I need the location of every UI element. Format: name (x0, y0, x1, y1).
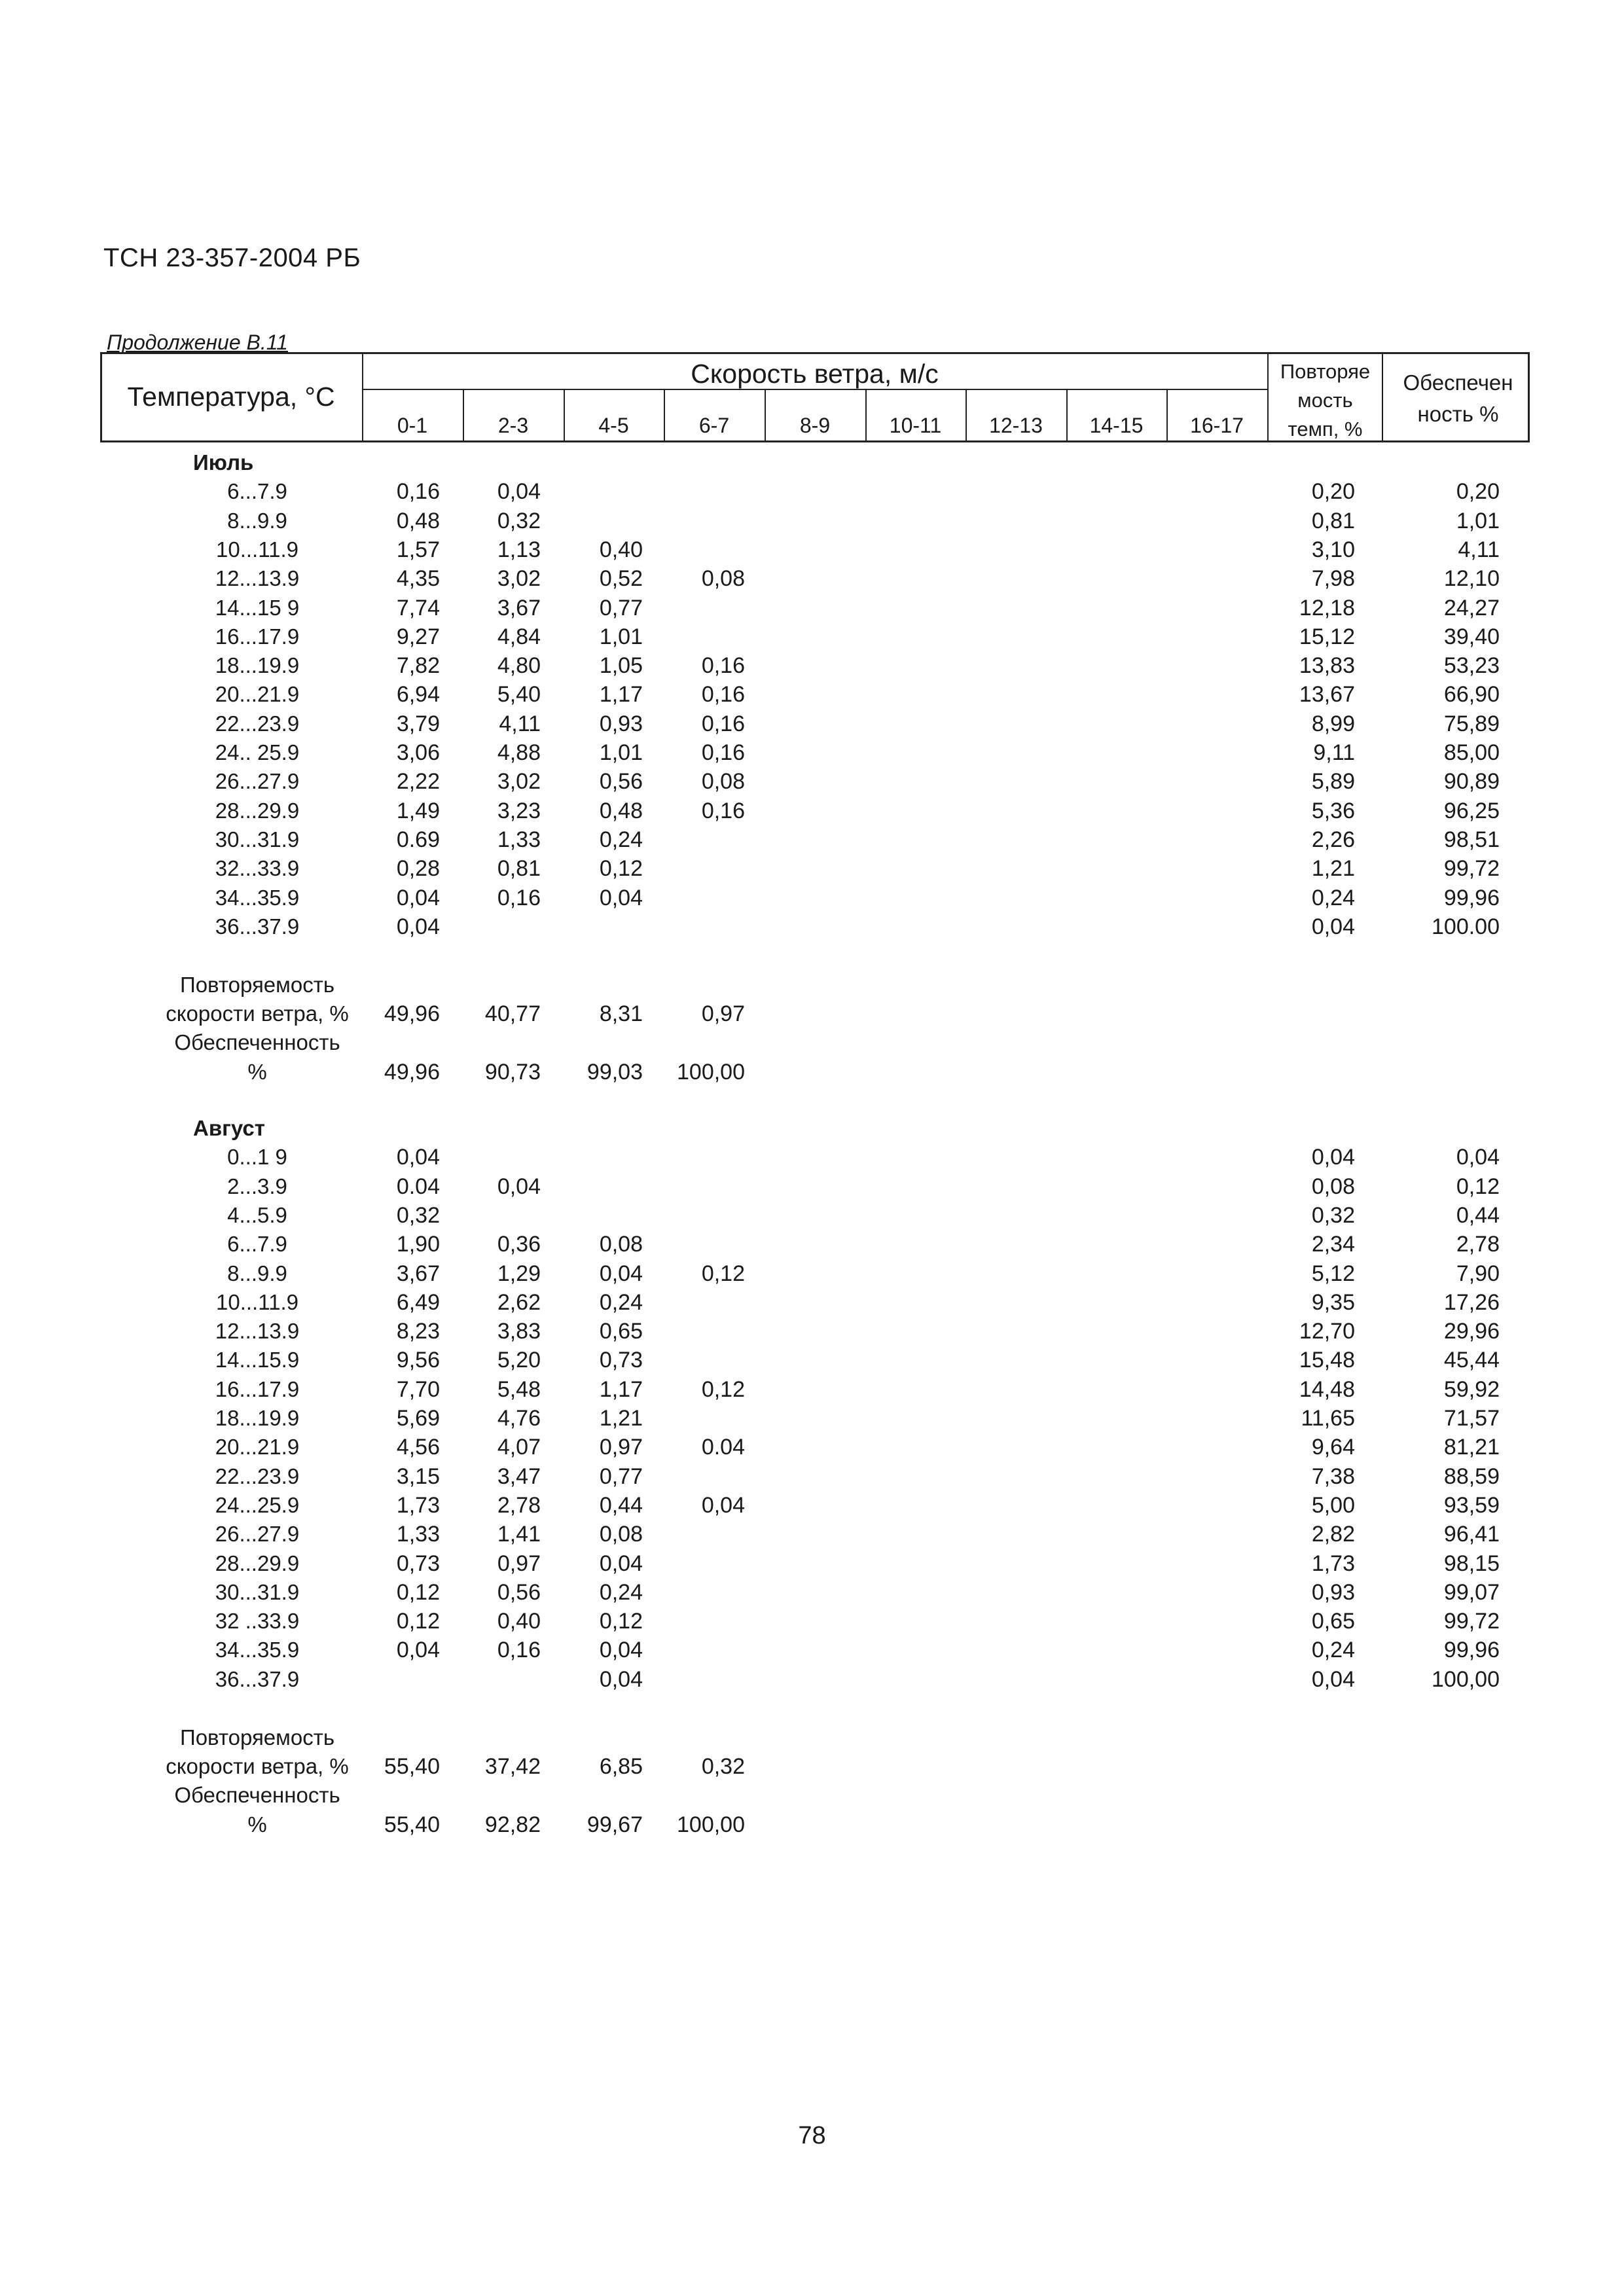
speed-column-header: 16-17 (1190, 414, 1244, 437)
temperature-range: 18...19.9 (215, 653, 300, 678)
table-cell: 2,22 (396, 769, 440, 795)
repeatability-value: 14,48 (1299, 1376, 1355, 1402)
table-cell: 0,04 (599, 885, 643, 910)
table-cell: 0,12 (599, 856, 643, 882)
table-cell: 3,23 (497, 798, 541, 823)
table-cell: 0,73 (599, 1348, 643, 1373)
temperature-range: 14...15 9 (215, 595, 300, 620)
table-cell: 0,16 (497, 885, 541, 910)
security-value: 99,96 (1443, 885, 1500, 910)
summary-label: скорости ветра, % (166, 1753, 349, 1778)
table-cell: 3,02 (497, 769, 541, 795)
table-cell: 0,52 (599, 566, 643, 592)
table-cell: 0,40 (599, 537, 643, 562)
table-cell: 0,40 (497, 1609, 541, 1634)
summary-repeatability-value: 55,40 (384, 1753, 440, 1779)
table-cell: 0.69 (396, 827, 440, 852)
table-cell: 1,01 (599, 624, 643, 649)
table-cell: 0,16 (701, 682, 745, 708)
repeatability-value: 5,89 (1311, 769, 1355, 795)
header-repeatability-line: Повторяе (1280, 360, 1371, 383)
table-cell: 4,80 (497, 653, 541, 679)
summary-label: Повторяемость (179, 1725, 335, 1749)
summary-security-value: 99,67 (586, 1812, 643, 1837)
temperature-range: 22...23.9 (215, 711, 300, 736)
table-cell: 1,17 (599, 682, 643, 708)
header-repeatability-line: мость (1297, 389, 1353, 412)
table-cell: 1,73 (396, 1492, 440, 1518)
table-cell: 7,70 (396, 1376, 440, 1402)
temperature-range: 2...3.9 (227, 1174, 287, 1198)
summary-repeatability-value: 0,32 (701, 1753, 745, 1779)
table-cell: 0,32 (396, 1202, 440, 1228)
repeatability-value: 0,65 (1311, 1609, 1355, 1634)
repeatability-value: 7,38 (1311, 1463, 1355, 1489)
table-cell: 5,69 (396, 1406, 440, 1431)
table-cell: 0,56 (497, 1579, 541, 1605)
summary-security-value: 92,82 (484, 1812, 541, 1837)
temperature-range: 16...17.9 (215, 624, 300, 649)
table-cell: 0,12 (701, 1376, 745, 1402)
temperature-range: 22...23.9 (215, 1463, 300, 1488)
table-cell: 0,12 (396, 1579, 440, 1605)
repeatability-value: 2,26 (1311, 827, 1355, 852)
temperature-range: 32...33.9 (215, 856, 300, 881)
temperature-range: 0...1 9 (227, 1145, 287, 1170)
security-value: 99,96 (1443, 1638, 1500, 1663)
temperature-range: 20...21.9 (215, 682, 300, 707)
temperature-range: 4...5.9 (227, 1202, 287, 1227)
table-cell: 0,04 (396, 914, 440, 939)
table-cell: 0,16 (701, 653, 745, 679)
temperature-range: 26...27.9 (215, 769, 300, 794)
repeatability-value: 5,00 (1311, 1492, 1355, 1518)
security-value: 45,44 (1443, 1348, 1500, 1373)
table-cell: 1,01 (599, 740, 643, 765)
repeatability-value: 11,65 (1301, 1406, 1355, 1431)
table-cell: 5,40 (497, 682, 541, 708)
table-cell: 0,77 (599, 1463, 643, 1489)
table-cell: 0.04 (396, 1174, 440, 1199)
security-value: 29,96 (1443, 1319, 1500, 1344)
continuation-label: Продолжение В.11 (107, 331, 288, 354)
speed-column-header: 10-11 (889, 414, 942, 437)
temperature-range: 14...15.9 (215, 1348, 300, 1372)
month-heading: Август (193, 1116, 265, 1140)
security-value: 100,00 (1432, 1666, 1500, 1692)
temperature-range: 24.. 25.9 (215, 740, 300, 764)
security-value: 93,59 (1443, 1492, 1500, 1518)
security-value: 2,78 (1456, 1232, 1500, 1257)
speed-column-header: 12-13 (989, 414, 1043, 437)
table-cell: 9,27 (396, 624, 440, 649)
table-cell: 4,11 (499, 711, 541, 736)
summary-repeatability-value: 6,85 (599, 1753, 643, 1779)
repeatability-value: 3,10 (1311, 537, 1355, 562)
repeatability-value: 9,64 (1311, 1435, 1355, 1460)
repeatability-value: 1,73 (1311, 1551, 1355, 1576)
repeatability-value: 0,32 (1311, 1202, 1355, 1228)
header-temperature: Температура, °С (127, 382, 335, 412)
repeatability-value: 2,82 (1311, 1522, 1355, 1547)
temperature-range: 10...11.9 (216, 537, 298, 562)
table-cell: 0,16 (701, 711, 745, 736)
table-cell: 3,15 (396, 1463, 440, 1489)
header-repeatability-line: темп, % (1288, 418, 1363, 440)
repeatability-value: 7,98 (1311, 566, 1355, 592)
table-cell: 0,08 (701, 769, 745, 795)
security-value: 75,89 (1443, 711, 1500, 736)
table-cell: 0,12 (701, 1261, 745, 1286)
repeatability-value: 0,24 (1311, 1638, 1355, 1663)
table-cell: 0,04 (497, 479, 541, 505)
security-value: 100.00 (1432, 914, 1500, 939)
table-cell: 3,67 (396, 1261, 440, 1286)
summary-label: Повторяемость (179, 972, 335, 997)
summary-label: % (247, 1812, 267, 1837)
summary-security-value: 100,00 (677, 1059, 745, 1085)
summary-repeatability-value: 37,42 (484, 1753, 541, 1779)
table-cell: 0,73 (396, 1551, 440, 1576)
header-wind-speed: Скорость ветра, м/с (691, 359, 939, 389)
table-cell: 7,82 (396, 653, 440, 679)
temperature-range: 34...35.9 (215, 1638, 300, 1662)
repeatability-value: 2,34 (1311, 1232, 1355, 1257)
table-cell: 4,84 (497, 624, 541, 649)
temperature-range: 16...17.9 (215, 1376, 300, 1401)
table-cell: 0,04 (396, 885, 440, 910)
table-cell: 4,76 (497, 1406, 541, 1431)
security-value: 96,41 (1443, 1522, 1500, 1547)
speed-column-header: 4-5 (598, 414, 629, 437)
temperature-range: 12...13.9 (215, 1319, 300, 1344)
document-code: ТСН 23-357-2004 РБ (103, 243, 361, 272)
summary-security-value: 90,73 (484, 1059, 541, 1085)
summary-repeatability-value: 49,96 (384, 1001, 440, 1026)
security-value: 12,10 (1443, 566, 1500, 592)
security-value: 59,92 (1443, 1376, 1500, 1402)
table-cell: 0.04 (701, 1435, 745, 1460)
security-value: 88,59 (1443, 1463, 1500, 1489)
table-cell: 1,33 (396, 1522, 440, 1547)
repeatability-value: 0,24 (1311, 885, 1355, 910)
security-value: 99,07 (1443, 1579, 1500, 1605)
security-value: 0,12 (1456, 1174, 1500, 1199)
table-cell: 0,93 (599, 711, 643, 736)
security-value: 99,72 (1443, 856, 1500, 882)
temperature-range: 20...21.9 (215, 1435, 300, 1460)
temperature-range: 10...11.9 (216, 1289, 298, 1314)
table-cell: 0,04 (497, 1174, 541, 1199)
temperature-range: 6...7.9 (227, 1232, 287, 1257)
table-cell: 4,88 (497, 740, 541, 765)
table-cell: 0,04 (599, 1666, 643, 1692)
security-value: 7,90 (1456, 1261, 1500, 1286)
table-cell: 5,48 (497, 1376, 541, 1402)
header-repeatability (1269, 357, 1382, 444)
table-cell: 1,49 (396, 798, 440, 823)
summary-repeatability-value: 40,77 (484, 1001, 541, 1026)
security-value: 53,23 (1443, 653, 1500, 679)
table-cell: 0,48 (599, 798, 643, 823)
table-cell: 0,48 (396, 508, 440, 533)
security-value: 99,72 (1443, 1609, 1500, 1634)
summary-security-value: 99,03 (586, 1059, 643, 1085)
table-cell: 0,16 (701, 740, 745, 765)
table-cell: 0,12 (599, 1609, 643, 1634)
table-cell: 6,49 (396, 1289, 440, 1315)
table-cell: 1,21 (599, 1406, 643, 1431)
temperature-range: 30...31.9 (215, 827, 300, 852)
security-value: 24,27 (1443, 595, 1500, 620)
table-cell: 3,06 (396, 740, 440, 765)
table-cell: 2,62 (497, 1289, 541, 1315)
repeatability-value: 8,99 (1311, 711, 1355, 736)
security-value: 85,00 (1443, 740, 1500, 765)
table-cell: 3,47 (497, 1463, 541, 1489)
table-cell: 0,04 (599, 1551, 643, 1576)
summary-repeatability-value: 0,97 (701, 1001, 745, 1026)
repeatability-value: 0,93 (1311, 1579, 1355, 1605)
table-cell: 1,05 (599, 653, 643, 679)
security-value: 0,04 (1456, 1145, 1500, 1170)
table-cell: 0,65 (599, 1319, 643, 1344)
temperature-range: 36...37.9 (215, 1666, 300, 1691)
table-cell: 1,29 (497, 1261, 541, 1286)
repeatability-value: 13,83 (1299, 653, 1355, 679)
table-cell: 8,23 (396, 1319, 440, 1344)
table-cell: 0,08 (599, 1232, 643, 1257)
temperature-range: 6...7.9 (227, 479, 287, 504)
table-cell: 0,16 (497, 1638, 541, 1663)
repeatability-value: 13,67 (1299, 682, 1355, 708)
temperature-range: 8...9.9 (227, 1261, 287, 1285)
repeatability-value: 0,81 (1311, 508, 1355, 533)
table-cell: 4,07 (497, 1435, 541, 1460)
repeatability-value: 5,12 (1311, 1261, 1355, 1286)
table-cell: 0,24 (599, 1289, 643, 1315)
summary-label: Обеспеченность (174, 1030, 340, 1055)
security-value: 81,21 (1443, 1435, 1500, 1460)
table-cell: 0,81 (497, 856, 541, 882)
table-cell: 3,67 (497, 595, 541, 620)
table-cell: 9,56 (396, 1348, 440, 1373)
repeatability-value: 0,04 (1311, 914, 1355, 939)
summary-repeatability-value: 8,31 (599, 1001, 643, 1026)
temperature-range: 34...35.9 (215, 885, 300, 910)
table-cell: 0,97 (599, 1435, 643, 1460)
security-value: 4,11 (1458, 537, 1500, 562)
summary-label: Обеспеченность (174, 1783, 340, 1808)
table-cell: 0,16 (396, 479, 440, 505)
security-value: 90,89 (1443, 769, 1500, 795)
security-value: 39,40 (1443, 624, 1500, 649)
table-cell: 0,32 (497, 508, 541, 533)
security-value: 98,51 (1443, 827, 1500, 852)
header-divider (1382, 352, 1383, 442)
table-cell: 5,20 (497, 1348, 541, 1373)
security-value: 1,01 (1456, 508, 1500, 533)
summary-security-value: 100,00 (677, 1812, 745, 1837)
table-cell: 3,79 (396, 711, 440, 736)
temperature-range: 30...31.9 (215, 1579, 300, 1604)
security-value: 0,20 (1456, 479, 1500, 505)
header-security (1386, 367, 1530, 430)
table-cell: 0,24 (599, 1579, 643, 1605)
summary-label: скорости ветра, % (166, 1001, 349, 1026)
repeatability-value: 12,70 (1299, 1319, 1355, 1344)
table-cell: 3,83 (497, 1319, 541, 1344)
temperature-range: 28...29.9 (215, 798, 300, 823)
temperature-range: 12...13.9 (215, 566, 300, 591)
table-cell: 0,04 (396, 1638, 440, 1663)
table-cell: 2,78 (497, 1492, 541, 1518)
repeatability-value: 1,21 (1311, 856, 1355, 882)
table-cell: 4,35 (396, 566, 440, 592)
table-cell: 0,04 (701, 1492, 745, 1518)
speed-column-header: 14-15 (1089, 414, 1144, 437)
table-cell: 0,44 (599, 1492, 643, 1518)
speed-column-header: 0-1 (397, 414, 428, 437)
table-cell: 1,17 (599, 1376, 643, 1402)
table-cell: 0,04 (599, 1261, 643, 1286)
table-cell: 0,04 (599, 1638, 643, 1663)
repeatability-value: 9,11 (1313, 740, 1355, 765)
summary-security-value: 49,96 (384, 1059, 440, 1085)
table-cell: 0,08 (599, 1522, 643, 1547)
table-cell: 0,12 (396, 1609, 440, 1634)
table-cell: 0,56 (599, 769, 643, 795)
table-cell: 3,02 (497, 566, 541, 592)
speed-column-header: 2-3 (497, 414, 529, 437)
temperature-range: 32 ..33.9 (215, 1609, 300, 1634)
speed-column-header: 6-7 (698, 414, 730, 437)
security-value: 98,15 (1443, 1551, 1500, 1576)
repeatability-value: 15,12 (1299, 624, 1355, 649)
security-value: 66,90 (1443, 682, 1500, 708)
temperature-range: 28...29.9 (215, 1551, 300, 1575)
speed-column-header: 8-9 (799, 414, 831, 437)
summary-security-value: 55,40 (384, 1812, 440, 1837)
temperature-range: 8...9.9 (227, 508, 287, 533)
repeatability-value: 0,04 (1311, 1666, 1355, 1692)
security-value: 0,44 (1456, 1202, 1500, 1228)
temperature-range: 36...37.9 (215, 914, 300, 939)
page-number: 78 (798, 2122, 826, 2149)
repeatability-value: 0,08 (1311, 1174, 1355, 1199)
temperature-range: 18...19.9 (215, 1406, 300, 1430)
summary-label: % (247, 1059, 267, 1084)
table-cell: 0,08 (701, 566, 745, 592)
table-cell: 4,56 (396, 1435, 440, 1460)
table-cell: 0,04 (396, 1145, 440, 1170)
table-cell: 1,41 (497, 1522, 541, 1547)
table-cell: 0,97 (497, 1551, 541, 1576)
table-cell: 0,28 (396, 856, 440, 882)
table-cell: 0,77 (599, 595, 643, 620)
repeatability-value: 5,36 (1311, 798, 1355, 823)
repeatability-value: 0,04 (1311, 1145, 1355, 1170)
table-cell: 1,90 (396, 1232, 440, 1257)
temperature-range: 26...27.9 (215, 1522, 300, 1547)
header-security-line: Обеспечен (1403, 370, 1513, 395)
header-security-line: ность % (1417, 402, 1499, 426)
table-cell: 0,36 (497, 1232, 541, 1257)
repeatability-value: 15,48 (1299, 1348, 1355, 1373)
table-cell: 0,24 (599, 827, 643, 852)
repeatability-value: 12,18 (1299, 595, 1355, 620)
table-cell: 0,16 (701, 798, 745, 823)
table-cell: 1,57 (396, 537, 440, 562)
security-value: 96,25 (1443, 798, 1500, 823)
month-heading: Июль (193, 450, 254, 475)
table-cell: 6,94 (396, 682, 440, 708)
security-value: 71,57 (1443, 1406, 1500, 1431)
repeatability-value: 9,35 (1311, 1289, 1355, 1315)
temperature-range: 24...25.9 (215, 1492, 300, 1517)
table-cell: 1,13 (497, 537, 541, 562)
table-cell: 1,33 (497, 827, 541, 852)
repeatability-value: 0,20 (1311, 479, 1355, 505)
table-cell: 7,74 (396, 595, 440, 620)
security-value: 17,26 (1443, 1289, 1500, 1315)
